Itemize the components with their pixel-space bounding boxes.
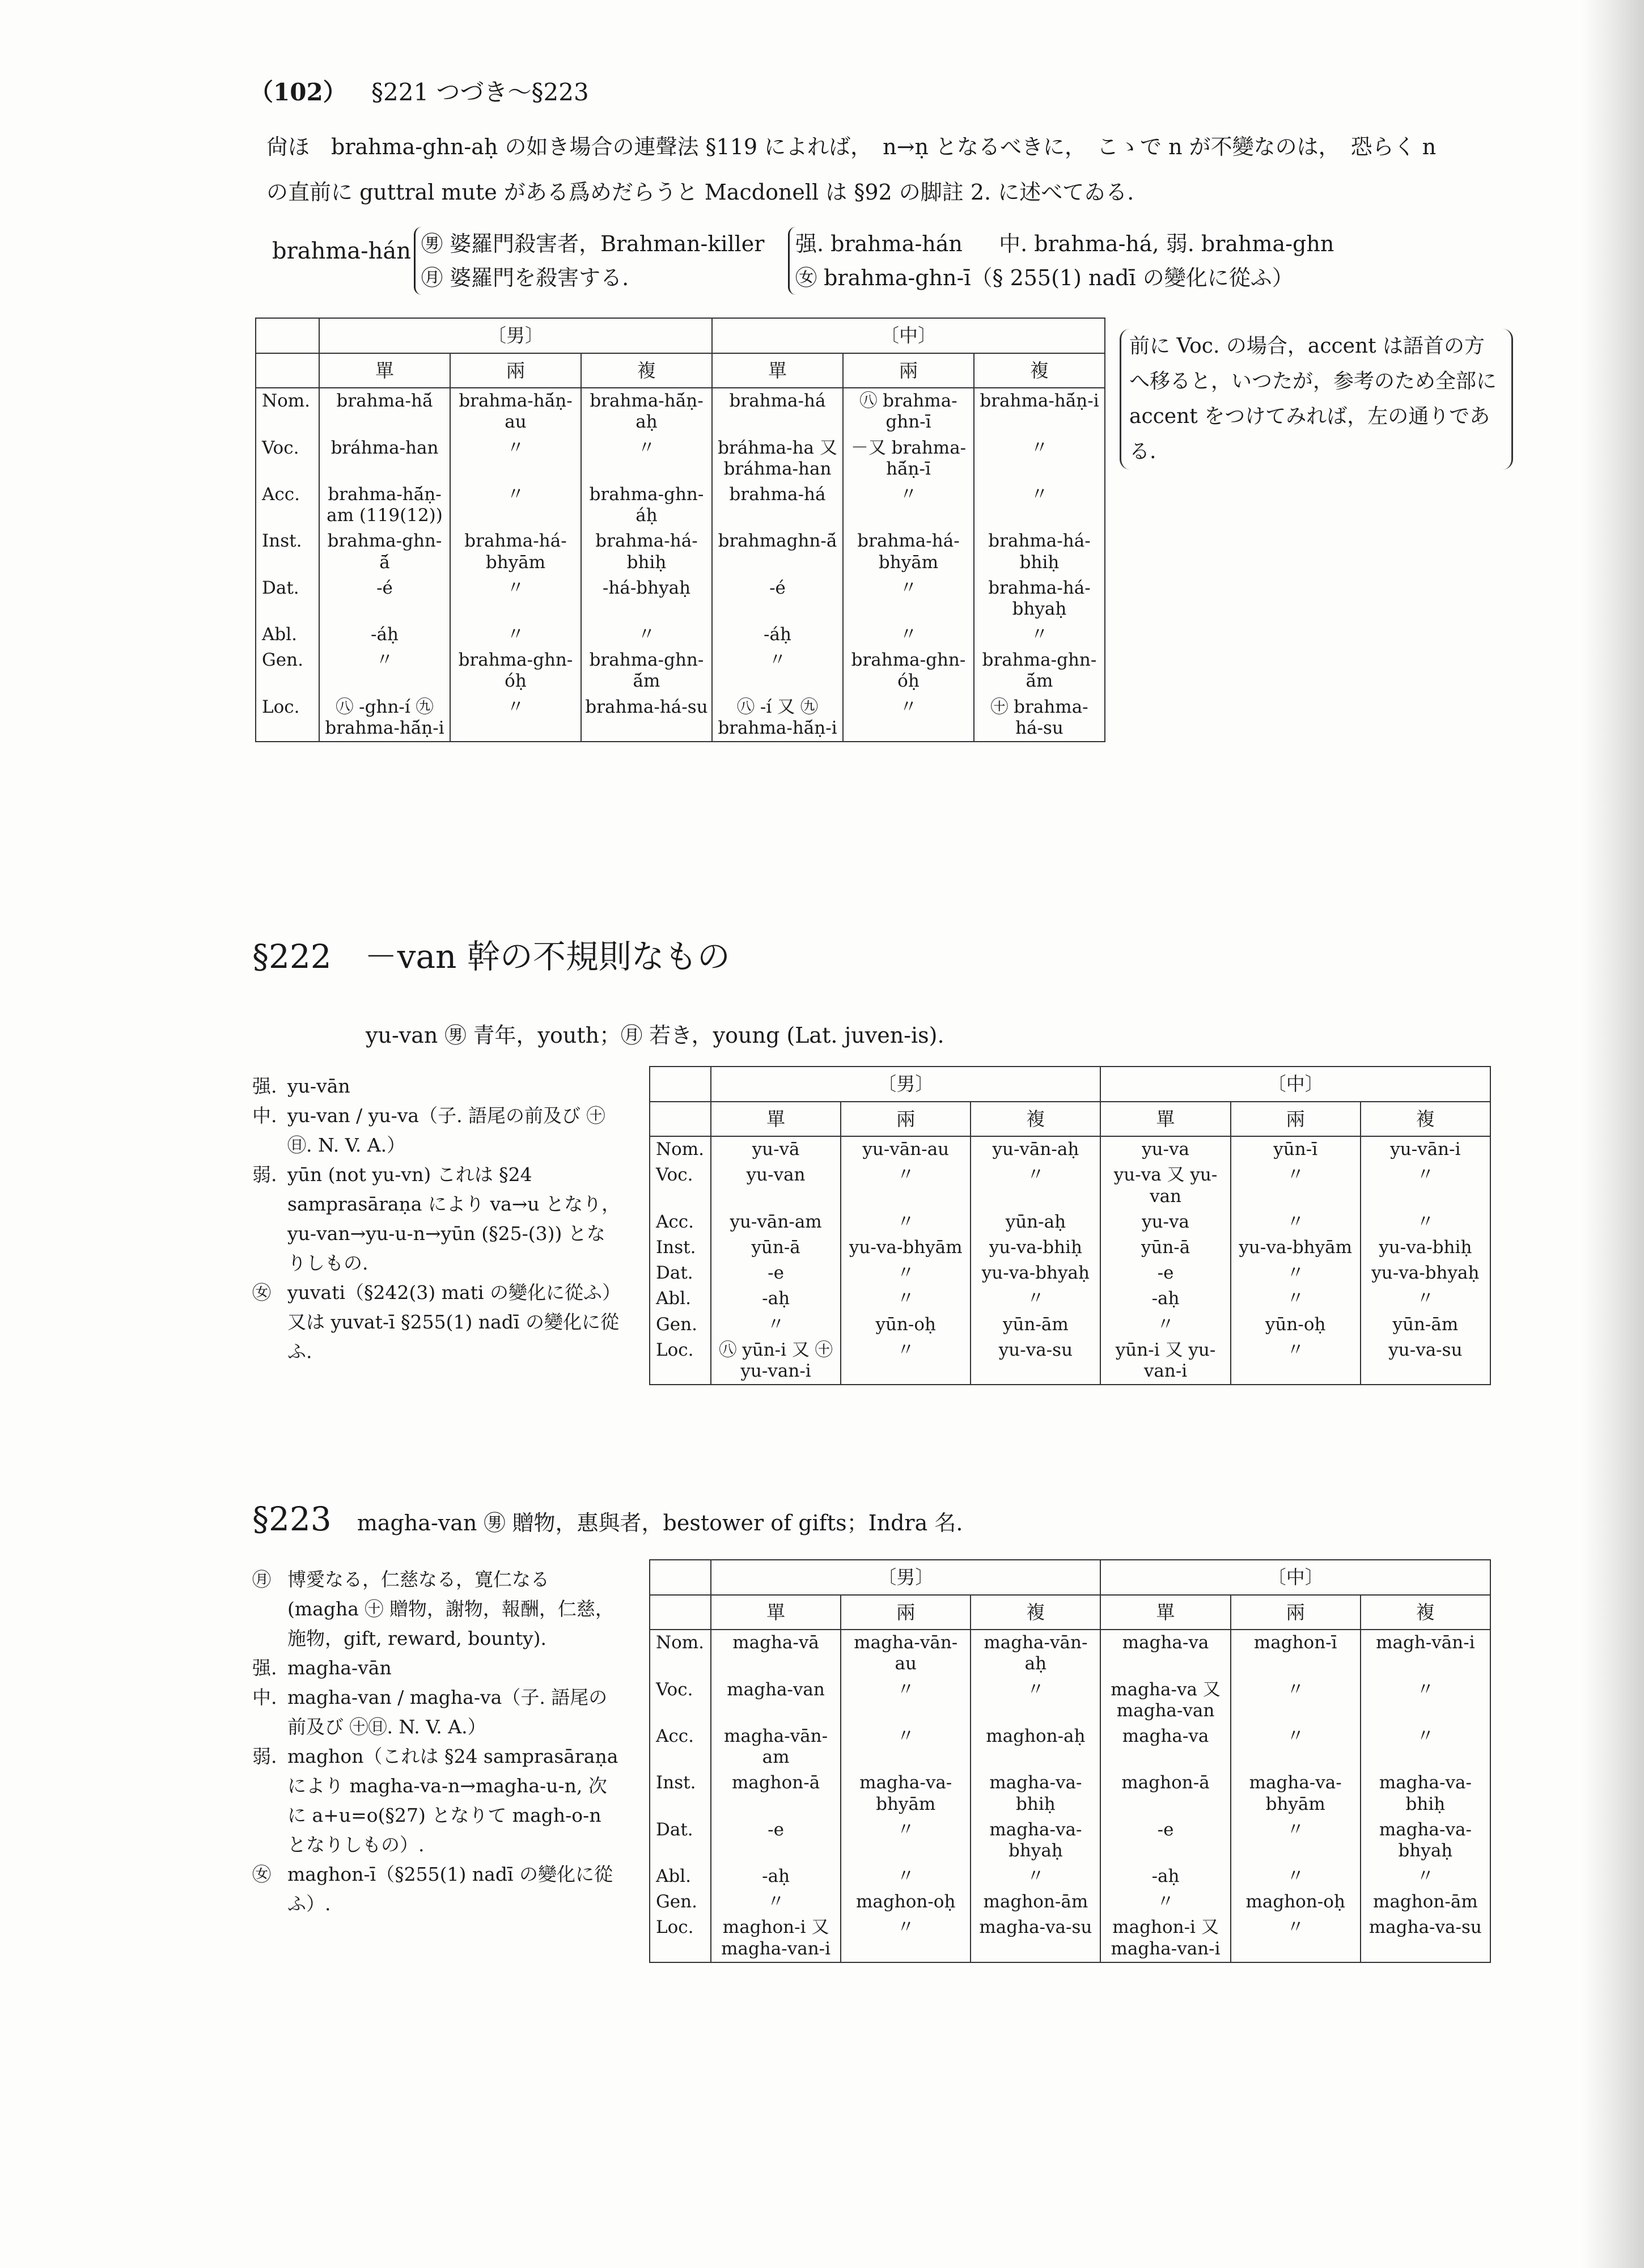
form-cell: 〃 xyxy=(1231,1677,1361,1724)
declension-table-yu-van xyxy=(649,1066,1491,1385)
pl-header: 複 xyxy=(971,1595,1100,1630)
masc-header: 〔男〕 xyxy=(319,318,712,353)
form-cell: brahma-hā́ xyxy=(319,388,450,435)
form-cell: 〃 xyxy=(971,1864,1100,1889)
definition-brace xyxy=(414,227,764,295)
weak-stem: 弱. brahma-ghn xyxy=(1166,231,1334,256)
form-cell: magha-va xyxy=(1100,1724,1230,1770)
note-text: magha-van / magha-va（子. 語尾の前及び ㊉㊐. N. V. A.） xyxy=(287,1686,608,1738)
form-cell: yu-vān-au xyxy=(841,1136,971,1162)
note-label: 强. xyxy=(252,1657,277,1679)
form-cell: magha-vān-am xyxy=(711,1724,841,1770)
case-label: Loc. xyxy=(650,1915,711,1962)
case-label: Acc. xyxy=(650,1724,711,1770)
form-cell: magha-va-bhiḥ xyxy=(1361,1770,1490,1817)
table-row xyxy=(256,528,1105,575)
form-cell: yu-va-bhiḥ xyxy=(971,1235,1100,1260)
scan-shadow xyxy=(1582,0,1644,2268)
form-cell: 〃 xyxy=(841,1677,971,1724)
form-cell: magha-va 又 magha-van xyxy=(1100,1677,1230,1724)
form-cell: 〃 xyxy=(841,1724,971,1770)
brahma-han-forms xyxy=(788,227,1334,295)
note-text: yūn (not yu-vn) これは §24 samprasāraṇa により va→u となり，yu-van→yu-u-n→yūn (§25-(3)) となりしもの. xyxy=(287,1163,621,1274)
form-cell: brahma-ghn-ā́m xyxy=(581,648,712,694)
form-cell: maghon-ām xyxy=(1361,1889,1490,1915)
definition-adj: ㊊ 婆羅門を殺害する. xyxy=(421,265,629,290)
form-cell: brahma-há-bhiḥ xyxy=(974,528,1105,575)
form-cell: magha-va xyxy=(1100,1630,1230,1677)
form-cell: brahma-há-bhyām xyxy=(450,528,581,575)
form-cell: brahma-há-bhyaḥ xyxy=(974,576,1105,622)
form-cell: -há-bhyaḥ xyxy=(581,576,712,622)
form-cell: -aḥ xyxy=(711,1864,841,1889)
table-row xyxy=(650,1724,1490,1770)
pl-header: 複 xyxy=(971,1102,1100,1137)
sg-header: 單 xyxy=(319,353,450,388)
form-cell: 〃 xyxy=(1361,1209,1490,1235)
form-cell: 〃 xyxy=(843,622,974,648)
masc-header: 〔男〕 xyxy=(711,1560,1100,1595)
note-item xyxy=(252,1653,621,1683)
form-cell: maghon-i 又 magha-van-i xyxy=(1100,1915,1230,1962)
du-header: 兩 xyxy=(841,1595,971,1630)
form-cell: 〃 xyxy=(1231,1260,1361,1286)
form-cell: -aḥ xyxy=(1100,1864,1230,1889)
form-cell: ㊇ brahma-ghn-ī xyxy=(843,388,974,435)
form-cell: 〃 xyxy=(841,1209,971,1235)
table-row xyxy=(256,576,1105,622)
form-cell: -e xyxy=(1100,1260,1230,1286)
section-222-subtitle: yu-van ㊚ 青年，youth；㊊ 若き，young (Lat. juven-is). xyxy=(366,1023,944,1048)
section-223-notes xyxy=(252,1565,621,1919)
form-cell: magha-va-bhyaḥ xyxy=(1361,1817,1490,1864)
form-cell: maghon-aḥ xyxy=(971,1724,1100,1770)
du-header: 兩 xyxy=(450,353,581,388)
case-label: Abl. xyxy=(650,1864,711,1889)
form-cell: brahma-ghn-ā́ xyxy=(319,528,450,575)
case-label: Nom. xyxy=(650,1630,711,1677)
form-cell: bráhma-ha 又 bráhma-han xyxy=(712,435,843,482)
form-cell: 〃 xyxy=(1361,1864,1490,1889)
section-223-subtitle: magha-van ㊚ 贈物，惠與者，bestower of gifts；Indra 名. xyxy=(357,1510,963,1535)
case-label: Abl. xyxy=(256,622,319,648)
page-number: （102） xyxy=(249,78,347,106)
case-label: Voc. xyxy=(650,1162,711,1209)
note-label: ㊛ xyxy=(252,1863,271,1885)
form-cell: magha-vān-au xyxy=(841,1630,971,1677)
case-label: Acc. xyxy=(256,482,319,528)
form-cell: yu-va xyxy=(1100,1136,1230,1162)
sg-header: 單 xyxy=(1100,1102,1230,1137)
form-cell: magha-va-su xyxy=(1361,1915,1490,1962)
strong-stem: 强. brahma-hán xyxy=(795,231,963,256)
form-cell: 〃 xyxy=(319,648,450,694)
case-label: Voc. xyxy=(256,435,319,482)
form-cell: yu-vān-aḥ xyxy=(971,1136,1100,1162)
case-label: Gen. xyxy=(650,1889,711,1915)
table-row xyxy=(650,1162,1490,1209)
form-cell: 〃 xyxy=(712,648,843,694)
note-text: yuvati（§242(3) mati の變化に從ふ）又は yuvat-ī §255(1) nadī の變化に從ふ. xyxy=(287,1281,619,1363)
case-label: Voc. xyxy=(650,1677,711,1724)
form-cell: maghon-oḥ xyxy=(1231,1889,1361,1915)
form-cell: 〃 xyxy=(1361,1724,1490,1770)
table-row xyxy=(256,388,1105,435)
case-label: Inst. xyxy=(650,1770,711,1817)
form-cell: 〃 xyxy=(581,435,712,482)
page-header xyxy=(249,74,589,108)
section-222-title: §222 －van 幹の不規則なもの xyxy=(252,937,730,976)
form-cell: 〃 xyxy=(971,1677,1100,1724)
form-cell: magha-vā xyxy=(711,1630,841,1677)
intro-line-1: 尙ほ brahma-ghn-aḥ の如き場合の連聲法 §119 によれば， n→ṇ となるべきに， こゝで n が不變なのは， 恐らく n xyxy=(266,134,1437,159)
form-cell: 〃 xyxy=(1361,1162,1490,1209)
neut-header: 〔中〕 xyxy=(712,318,1105,353)
table-row xyxy=(650,1136,1490,1162)
declension-table-brahma-han xyxy=(255,318,1105,742)
form-cell: 〃 xyxy=(1100,1312,1230,1338)
table-row xyxy=(256,622,1105,648)
form-cell: yūn-ām xyxy=(1361,1312,1490,1338)
form-cell: magha-van xyxy=(711,1677,841,1724)
form-cell: brahma-ghn-áḥ xyxy=(581,482,712,528)
case-label: Abl. xyxy=(650,1286,711,1311)
form-cell: brahma-ghn-óḥ xyxy=(450,648,581,694)
note-label: 中. xyxy=(252,1686,277,1708)
feminine-form: ㊛ brahma-ghn-ī（§ 255(1) nadī の變化に從ふ） xyxy=(795,265,1294,290)
note-item xyxy=(252,1101,621,1160)
case-label: Dat. xyxy=(650,1817,711,1864)
du-header: 兩 xyxy=(1231,1102,1361,1137)
middle-stem: 中. brahma-há, xyxy=(999,231,1159,256)
brahma-han-word: brahma-hán xyxy=(272,238,411,264)
definition-noun: ㊚ 婆羅門殺害者，Brahman-killer xyxy=(421,231,765,256)
form-cell: 〃 xyxy=(843,576,974,622)
form-cell: 〃 xyxy=(1231,1915,1361,1962)
form-cell: 〃 xyxy=(974,622,1105,648)
form-cell: 〃 xyxy=(1361,1677,1490,1724)
form-cell: brahma-ghn-óḥ xyxy=(843,648,974,694)
table-row xyxy=(256,482,1105,528)
form-cell: magha-va-bhyām xyxy=(841,1770,971,1817)
note-text: yu-vān xyxy=(287,1075,350,1097)
form-cell: brahma-hā́ṇ-au xyxy=(450,388,581,435)
form-cell: 〃 xyxy=(974,435,1105,482)
case-label: Loc. xyxy=(256,695,319,742)
form-cell: maghon-i 又 magha-van-i xyxy=(711,1915,841,1962)
form-cell: 〃 xyxy=(841,1817,971,1864)
form-cell: yūn-ā xyxy=(1100,1235,1230,1260)
sg-header: 單 xyxy=(711,1102,841,1137)
case-label: Gen. xyxy=(256,648,319,694)
table-row xyxy=(650,1817,1490,1864)
note-text: 博愛なる，仁慈なる，寛仁なる (magha ㊉ 贈物，謝物，報酬，仁慈，施物，gift, reward, bounty). xyxy=(287,1568,614,1649)
table-row xyxy=(650,1915,1490,1962)
note-item xyxy=(252,1860,621,1919)
case-label: Inst. xyxy=(256,528,319,575)
case-label: Inst. xyxy=(650,1235,711,1260)
masc-header: 〔男〕 xyxy=(711,1067,1100,1102)
form-cell: yūn-i 又 yu-van-i xyxy=(1100,1338,1230,1385)
form-cell: 〃 xyxy=(711,1889,841,1915)
table-row xyxy=(650,1770,1490,1817)
form-cell: -áḥ xyxy=(319,622,450,648)
form-cell: ㊇ yūn-i 又 ㊉ yu-van-i xyxy=(711,1338,841,1385)
form-cell: 〃 xyxy=(1231,1864,1361,1889)
table-row xyxy=(650,1260,1490,1286)
form-cell: 〃 xyxy=(1231,1209,1361,1235)
table-row xyxy=(650,1235,1490,1260)
form-cell: 〃 xyxy=(1231,1162,1361,1209)
table-row xyxy=(650,1889,1490,1915)
note-text: maghon-ī（§255(1) nadī の變化に從ふ）. xyxy=(287,1863,613,1915)
form-cell: maghon-ī xyxy=(1231,1630,1361,1677)
form-cell: yūn-ī xyxy=(1231,1136,1361,1162)
form-cell: -áḥ xyxy=(712,622,843,648)
form-cell: yu-va-bhiḥ xyxy=(1361,1235,1490,1260)
note-label: ㊛ xyxy=(252,1281,271,1304)
form-cell: magha-va-bhyaḥ xyxy=(971,1817,1100,1864)
form-cell: yu-va-bhyām xyxy=(1231,1235,1361,1260)
form-cell: 〃 xyxy=(841,1915,971,1962)
form-cell: maghon-oḥ xyxy=(841,1889,971,1915)
form-cell: 〃 xyxy=(1361,1286,1490,1311)
form-cell: yu-va 又 yu-van xyxy=(1100,1162,1230,1209)
form-cell: 〃 xyxy=(1231,1286,1361,1311)
note-text: maghon（これは §24 samprasāraṇa により magha-va-n→magha-u-n, 次に a+u=o(§27) となりて magh-o-n となりしもの）. xyxy=(287,1745,618,1856)
form-cell: 〃 xyxy=(971,1162,1100,1209)
case-label: Dat. xyxy=(650,1260,711,1286)
form-cell: maghon-ām xyxy=(971,1889,1100,1915)
form-cell: 〃 xyxy=(841,1162,971,1209)
neut-header: 〔中〕 xyxy=(1100,1560,1490,1595)
case-label: Nom. xyxy=(256,388,319,435)
pl-header: 複 xyxy=(974,353,1105,388)
form-cell: 〃 xyxy=(843,482,974,528)
form-cell: yu-va-bhyaḥ xyxy=(971,1260,1100,1286)
sg-header: 單 xyxy=(1100,1595,1230,1630)
table-row xyxy=(650,1630,1490,1677)
form-cell: -é xyxy=(712,576,843,622)
corner-cell xyxy=(256,318,319,353)
form-cell: brahmaghn-ā́ xyxy=(712,528,843,575)
form-cell: -e xyxy=(711,1817,841,1864)
declension-table-magha-van xyxy=(649,1559,1491,1963)
form-cell: 〃 xyxy=(450,576,581,622)
du-header: 兩 xyxy=(843,353,974,388)
note-item xyxy=(252,1278,621,1366)
form-cell: magha-vān-aḥ xyxy=(971,1630,1100,1677)
table-row xyxy=(650,1209,1490,1235)
form-cell: -é xyxy=(319,576,450,622)
form-cell: －又 brahma-hā́ṇ-ī xyxy=(843,435,974,482)
note-label: ㊊ xyxy=(252,1568,271,1590)
table-row xyxy=(256,648,1105,694)
form-cell: 〃 xyxy=(841,1864,971,1889)
form-cell: -aḥ xyxy=(1100,1286,1230,1311)
note-text: yu-van / yu-va（子. 語尾の前及び ㊉ ㊐. N. V. A.） xyxy=(287,1105,605,1156)
form-cell: -e xyxy=(711,1260,841,1286)
form-cell: yu-van xyxy=(711,1162,841,1209)
form-cell: 〃 xyxy=(971,1286,1100,1311)
sg-header: 單 xyxy=(711,1595,841,1630)
sg-header: 單 xyxy=(712,353,843,388)
form-cell: 〃 xyxy=(1231,1724,1361,1770)
form-cell: yūn-oḥ xyxy=(841,1312,971,1338)
section-223-heading xyxy=(252,1500,963,1538)
form-cell: yūn-ām xyxy=(971,1312,1100,1338)
form-cell: brahma-há xyxy=(712,388,843,435)
accent-side-note: 前に Voc. の場合，accent は語首の方へ移ると，いつたが，参考のため全部に accent をつけてみれば，左の通りである. xyxy=(1120,329,1513,469)
form-cell: brahma-há-su xyxy=(581,695,712,742)
form-cell: brahma-hā́ṇ-aḥ xyxy=(581,388,712,435)
form-cell: brahma-ghn-ā́m xyxy=(974,648,1105,694)
form-cell: brahma-hā́ṇ-i xyxy=(974,388,1105,435)
note-item xyxy=(252,1160,621,1278)
form-cell: 〃 xyxy=(841,1286,971,1311)
form-cell: ㊇ -í 又 ㊈ brahma-hā́ṇ-i xyxy=(712,695,843,742)
form-cell: 〃 xyxy=(841,1260,971,1286)
form-cell: brahma-há-bhyām xyxy=(843,528,974,575)
note-item xyxy=(252,1072,621,1101)
form-cell: yu-va-su xyxy=(1361,1338,1490,1385)
form-cell: yu-va-bhyām xyxy=(841,1235,971,1260)
note-item xyxy=(252,1683,621,1742)
form-cell: magh-vān-i xyxy=(1361,1630,1490,1677)
case-label: Acc. xyxy=(650,1209,711,1235)
form-cell: yu-vān-i xyxy=(1361,1136,1490,1162)
form-cell: 〃 xyxy=(450,622,581,648)
form-cell: magha-va-su xyxy=(971,1915,1100,1962)
case-label: Nom. xyxy=(650,1136,711,1162)
form-cell: 〃 xyxy=(843,695,974,742)
section-222-notes xyxy=(252,1072,621,1366)
note-text: magha-vān xyxy=(287,1657,392,1679)
form-cell: 〃 xyxy=(841,1338,971,1385)
form-cell: 〃 xyxy=(974,482,1105,528)
section-223-number: §223 xyxy=(252,1500,332,1538)
form-cell: maghon-ā xyxy=(711,1770,841,1817)
note-label: 弱. xyxy=(252,1745,277,1767)
note-label: 强. xyxy=(252,1075,277,1097)
form-cell: yu-va xyxy=(1100,1209,1230,1235)
table-row xyxy=(650,1286,1490,1311)
form-cell: ㊉ brahma-há-su xyxy=(974,695,1105,742)
form-cell: 〃 xyxy=(450,482,581,528)
du-header: 兩 xyxy=(841,1102,971,1137)
form-cell: 〃 xyxy=(450,695,581,742)
form-cell: brahma-há-bhiḥ xyxy=(581,528,712,575)
form-cell: yūn-oḥ xyxy=(1231,1312,1361,1338)
form-cell: -e xyxy=(1100,1817,1230,1864)
form-cell: brahma-há xyxy=(712,482,843,528)
form-cell: yūn-aḥ xyxy=(971,1209,1100,1235)
form-cell: -aḥ xyxy=(711,1286,841,1311)
form-cell: bráhma-han xyxy=(319,435,450,482)
table-row xyxy=(256,695,1105,742)
table-row xyxy=(256,435,1105,482)
brahma-han-definitions xyxy=(414,227,764,295)
intro-line-2: の直前に guttral mute がある爲めだらうと Macdonell は §92 の脚註 2. に述べてゐる. xyxy=(266,180,1134,205)
note-label: 弱. xyxy=(252,1163,277,1186)
table-row xyxy=(650,1864,1490,1889)
note-item xyxy=(252,1742,621,1860)
case-label: Gen. xyxy=(650,1312,711,1338)
table-row xyxy=(650,1677,1490,1724)
case-label: Loc. xyxy=(650,1338,711,1385)
form-cell: magha-va-bhiḥ xyxy=(971,1770,1100,1817)
form-cell: 〃 xyxy=(581,622,712,648)
pl-header: 複 xyxy=(581,353,712,388)
form-cell: yūn-ā xyxy=(711,1235,841,1260)
table-row xyxy=(650,1338,1490,1385)
pl-header: 複 xyxy=(1361,1102,1490,1137)
forms-brace xyxy=(788,227,1334,295)
form-cell: yu-vā xyxy=(711,1136,841,1162)
form-cell: yu-va-bhyaḥ xyxy=(1361,1260,1490,1286)
form-cell: maghon-ā xyxy=(1100,1770,1230,1817)
form-cell: 〃 xyxy=(450,435,581,482)
form-cell: ㊇ -ghn-í ㊈ brahma-hā́ṇ-i xyxy=(319,695,450,742)
form-cell: yu-va-su xyxy=(971,1338,1100,1385)
case-label: Dat. xyxy=(256,576,319,622)
form-cell: brahma-hā́ṇ-am (119(12)) xyxy=(319,482,450,528)
form-cell: yu-vān-am xyxy=(711,1209,841,1235)
table-row xyxy=(650,1312,1490,1338)
section-range: §221 つづき～§223 xyxy=(371,78,589,106)
form-cell: 〃 xyxy=(1231,1338,1361,1385)
form-cell: 〃 xyxy=(711,1312,841,1338)
du-header: 兩 xyxy=(1231,1595,1361,1630)
pl-header: 複 xyxy=(1361,1595,1490,1630)
form-cell: 〃 xyxy=(1231,1817,1361,1864)
neut-header: 〔中〕 xyxy=(1100,1067,1490,1102)
note-item xyxy=(252,1565,621,1653)
note-label: 中. xyxy=(252,1105,277,1127)
form-cell: magha-va-bhyām xyxy=(1231,1770,1361,1817)
form-cell: 〃 xyxy=(1100,1889,1230,1915)
